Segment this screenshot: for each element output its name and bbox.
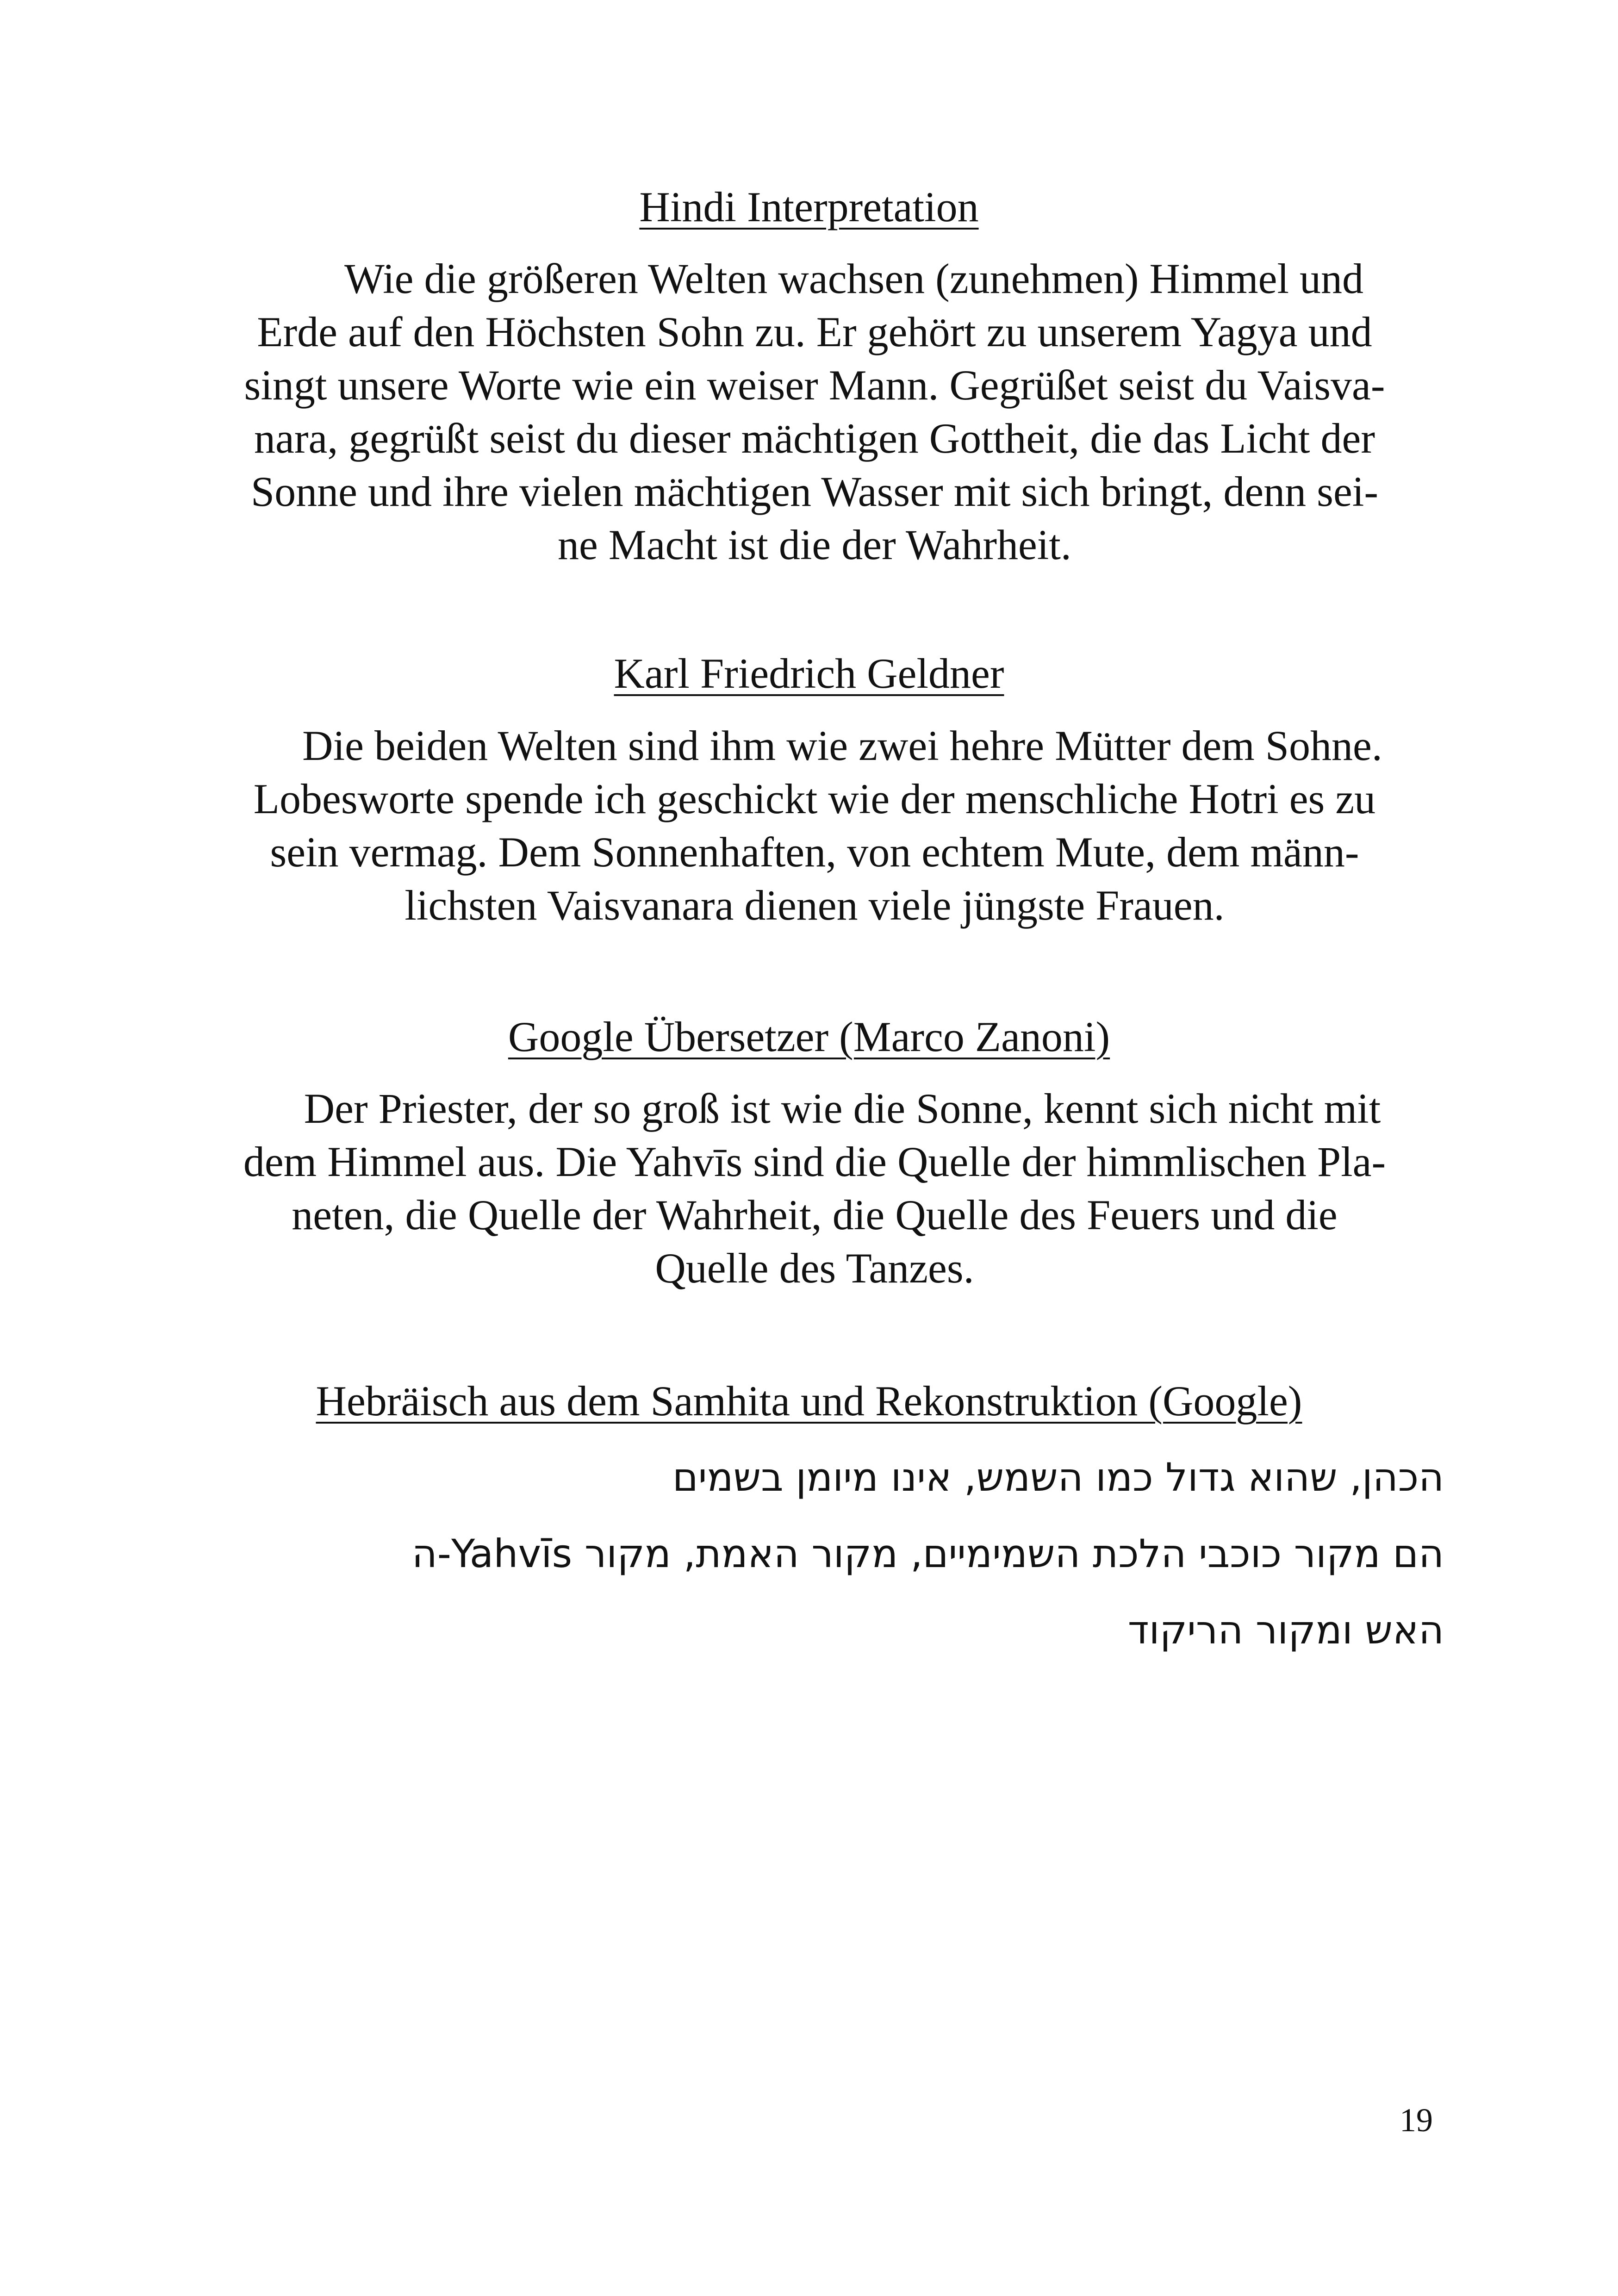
section-heading-hindi-interpretation: Hindi Interpretation (639, 183, 979, 230)
text-line: ne Macht ist die der Wahrheit. (558, 521, 1071, 568)
section-heading-google-uebersetzer: Google Übersetzer (Marco Zanoni) (508, 1013, 1110, 1060)
text-line: Quelle des Tanzes. (655, 1244, 974, 1292)
text-line: sein vermag. Dem Sonnenhaften, von echtem Mute, dem männ- (270, 828, 1359, 876)
text-line: Der Priester, der so groß ist wie die Sonne, kennt sich nicht mit (304, 1085, 1381, 1132)
text-line: lichsten Vaisvanara dienen viele jüngste Frauen. (404, 882, 1225, 929)
hebrew-line: האש ומקור הריקוד (1127, 1607, 1444, 1653)
text-line: Sonne und ihre vielen mächtigen Wasser mit sich bringt, denn sei- (250, 468, 1379, 515)
hebrew-line: הכהן, שהוא גדול כמו השמש, אינו מיומן בשמים (672, 1455, 1444, 1500)
paragraph-hindi-interpretation (185, 252, 1444, 572)
hebrew-line: הם מקור כוכבי הלכת השמימיים, מקור האמת, מקור Yahvīs-ה (411, 1531, 1444, 1576)
text-line: nara, gegrüßt seist du dieser mächtigen Gottheit, die das Licht der (254, 415, 1375, 462)
paragraph-hebrew (185, 1439, 1444, 1668)
section-heading-karl-friedrich-geldner: Karl Friedrich Geldner (614, 650, 1004, 697)
text-line: dem Himmel aus. Die Yahvīs sind die Quelle der himmlischen Pla- (243, 1138, 1386, 1185)
text-line: Lobesworte spende ich geschickt wie der menschliche Hotri es zu (253, 775, 1376, 822)
paragraph-google-uebersetzer (185, 1082, 1444, 1295)
paragraph-karl-friedrich-geldner (185, 719, 1444, 932)
section-heading-hebraeisch: Hebräisch aus dem Samhita und Rekonstruktion (Google) (316, 1377, 1302, 1425)
text-line: Wie die größeren Welten wachsen (zunehmen) Himmel und (344, 255, 1364, 302)
page-number: 19 (1400, 2102, 1433, 2139)
text-line: neten, die Quelle der Wahrheit, die Quelle des Feuers und die (292, 1191, 1338, 1238)
text-line: Erde auf den Höchsten Sohn zu. Er gehört zu unserem Yagya und (257, 308, 1372, 355)
text-line: singt unsere Worte wie ein weiser Mann. Gegrüßet seist du Vaisva- (244, 361, 1385, 409)
text-line: Die beiden Welten sind ihm wie zwei hehre Mütter dem Sohne. (302, 722, 1382, 769)
